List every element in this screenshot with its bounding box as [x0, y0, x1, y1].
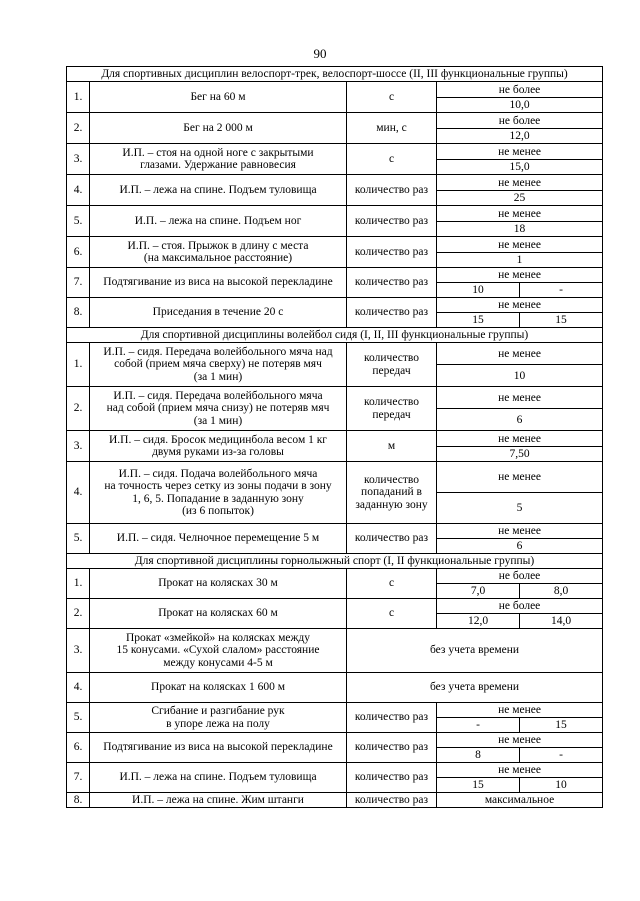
- table-row: [67, 462, 603, 524]
- page-number: 90: [313, 46, 327, 61]
- norm-value: 1: [516, 253, 523, 266]
- table-row: [67, 763, 603, 793]
- value-cell: [437, 733, 603, 763]
- table-row: [67, 237, 603, 268]
- unit-line: количество раз: [354, 214, 429, 227]
- value-table: [437, 462, 602, 523]
- value-cell: максимальное: [437, 793, 603, 808]
- value-header: не менее: [437, 387, 602, 409]
- section-title: Для спортивной дисциплины горнолыжный спорт (I, II функциональные группы): [67, 554, 603, 569]
- unit-line: с: [388, 577, 395, 590]
- value-table: [437, 114, 602, 143]
- unit-line: количество раз: [354, 532, 429, 545]
- unit-line: количество: [364, 473, 419, 486]
- exercise-line: Бег на 60 м: [190, 90, 246, 103]
- merged-value: без учета времени: [347, 629, 603, 673]
- row-number: 2.: [67, 599, 90, 629]
- value-header: не менее: [437, 268, 602, 283]
- norm-value: 18: [513, 222, 526, 235]
- exercise-line: И.П. – сидя. Подача волейбольного мяча: [118, 467, 318, 480]
- row-number: 6.: [67, 733, 90, 763]
- exercise-line: Подтягивание из виса на высокой перекладине: [103, 276, 333, 289]
- norm-value: 25: [513, 191, 526, 204]
- exercise-line: Прокат на колясках 60 м: [158, 607, 278, 620]
- table-row: [67, 524, 603, 554]
- norm-value: 15: [437, 778, 520, 793]
- row-number: 5.: [67, 206, 90, 237]
- exercise-line: 1, 6, 5. Попадание в заданную зону: [132, 492, 304, 505]
- value-cell: [437, 298, 603, 328]
- value-header: не более: [437, 599, 602, 614]
- value-table: [437, 83, 602, 112]
- norm-value: 15: [555, 314, 567, 326]
- value-table: [437, 703, 602, 732]
- value-header: не менее: [437, 703, 602, 718]
- value-table: [437, 387, 602, 430]
- value-cell: [437, 387, 603, 431]
- exercise-description: [90, 569, 347, 599]
- table-row: [67, 703, 603, 733]
- table-row: [67, 206, 603, 237]
- exercise-line: И.П. – стоя. Прыжок в длину с места: [127, 239, 309, 252]
- exercise-line: И.П. – лежа на спине. Подъем туловища: [119, 183, 317, 196]
- table-row: [67, 144, 603, 175]
- exercise-description: [90, 733, 347, 763]
- value-cell: [437, 175, 603, 206]
- value-cell: [437, 524, 603, 554]
- exercise-line: Приседания в течение 20 с: [152, 306, 284, 319]
- table-row: [67, 343, 603, 387]
- exercise-line: над собой (прием мяча снизу) не потеряв мяч: [106, 402, 330, 415]
- value-cell: [437, 268, 603, 298]
- table-row: [67, 431, 603, 462]
- value-table: [437, 238, 602, 267]
- exercise-line: Прокат «змейкой» на колясках между: [125, 631, 311, 644]
- exercise-line: (на максимальное расстояние): [143, 252, 293, 264]
- exercise-description: [90, 82, 347, 113]
- unit-cell: [347, 793, 437, 808]
- exercise-description: [90, 298, 347, 328]
- value-table: [437, 524, 602, 553]
- norm-value: 6: [516, 413, 523, 426]
- unit-cell: [347, 431, 437, 462]
- unit-cell: [347, 268, 437, 298]
- exercise-line: Подтягивание из виса на высокой перекладине: [103, 741, 333, 754]
- unit-cell: [347, 343, 437, 387]
- value-cell: [437, 237, 603, 268]
- table-row: [67, 82, 603, 113]
- exercise-description: [90, 343, 347, 387]
- table-row: [67, 673, 603, 703]
- row-number: 7.: [67, 268, 90, 298]
- section-header: [67, 67, 603, 82]
- unit-cell: [347, 237, 437, 268]
- value-table: [437, 733, 602, 762]
- row-number: 2.: [67, 387, 90, 431]
- standards-table: [66, 66, 603, 808]
- row-number: 3.: [67, 431, 90, 462]
- unit-line: количество: [364, 396, 419, 408]
- section-title: Для спортивных дисциплин велоспорт-трек, велоспорт-шоссе (II, III функциональные группы): [67, 67, 603, 82]
- exercise-description: [90, 524, 347, 554]
- value-header: не менее: [437, 432, 602, 447]
- value-cell: [437, 343, 603, 387]
- exercise-line: двумя руками из-за головы: [152, 446, 284, 458]
- unit-line: с: [388, 152, 395, 165]
- value-header: не менее: [437, 298, 602, 313]
- exercise-description: [90, 175, 347, 206]
- exercise-line: Прокат на колясках 30 м: [158, 577, 278, 590]
- row-number: 3.: [67, 144, 90, 175]
- unit-line: количество раз: [354, 771, 429, 784]
- unit-cell: [347, 175, 437, 206]
- row-number: 1.: [67, 82, 90, 113]
- exercise-description: [90, 113, 347, 144]
- value-header: не более: [437, 569, 602, 584]
- exercise-line: Бег на 2 000 м: [183, 121, 253, 134]
- row-number: 1.: [67, 343, 90, 387]
- exercise-line: Прокат на колясках 1 600 м: [151, 681, 285, 694]
- table-row: [67, 298, 603, 328]
- exercise-description: [90, 673, 347, 703]
- exercise-line: на точность через сетку из зоны подачи в зону: [104, 480, 332, 492]
- exercise-line: между конусами 4-5 м: [163, 656, 273, 669]
- value-header: не менее: [437, 238, 602, 253]
- row-number: 2.: [67, 113, 90, 144]
- value-table: [437, 268, 602, 297]
- value-cell: [437, 144, 603, 175]
- row-number: 4.: [67, 462, 90, 524]
- unit-cell: [347, 462, 437, 524]
- unit-cell: [347, 82, 437, 113]
- value-header: не менее: [437, 145, 602, 160]
- value-cell: [437, 462, 603, 524]
- unit-line: количество раз: [354, 711, 429, 724]
- exercise-description: [90, 387, 347, 431]
- exercise-line: (из 6 попыток): [182, 505, 254, 517]
- unit-cell: [347, 763, 437, 793]
- norm-value: 7,50: [509, 447, 530, 460]
- value-table: [437, 569, 602, 598]
- exercise-line: глазами. Удержание равновесия: [140, 159, 296, 171]
- value-header: не менее: [437, 524, 602, 539]
- unit-line: количество раз: [354, 306, 429, 319]
- unit-line: количество: [364, 352, 419, 364]
- norm-value: 15: [555, 719, 567, 731]
- row-number: 8.: [67, 298, 90, 328]
- norm-value: 10: [513, 369, 526, 382]
- exercise-description: [90, 144, 347, 175]
- unit-cell: [347, 206, 437, 237]
- norm-value: 6: [516, 540, 523, 552]
- unit-line: передач: [372, 364, 411, 377]
- exercise-line: (за 1 мин): [193, 370, 243, 383]
- table-row: [67, 599, 603, 629]
- exercise-line: И.П. – лежа на спине. Подъем ног: [134, 214, 302, 227]
- exercise-description: [90, 206, 347, 237]
- table-row: [67, 733, 603, 763]
- exercise-description: [90, 629, 347, 673]
- value-cell: [437, 113, 603, 144]
- norm-value: 8: [437, 748, 520, 763]
- unit-line: с: [388, 90, 395, 103]
- row-number: 4.: [67, 175, 90, 206]
- exercise-line: И.П. – лежа на спине. Подъем туловища: [119, 771, 317, 784]
- section-header: [67, 554, 603, 569]
- exercise-description: [90, 763, 347, 793]
- value-cell: [437, 569, 603, 599]
- value-cell: [437, 599, 603, 629]
- table-row: [67, 175, 603, 206]
- value-table: [437, 298, 602, 327]
- exercise-line: в упоре лежа на полу: [166, 717, 270, 730]
- norm-value: 15: [437, 313, 520, 328]
- norm-value: 14,0: [550, 615, 572, 627]
- norm-value: 12,0: [509, 129, 530, 142]
- exercise-line: собой (прием мяча сверху) не потеряв мяч: [114, 358, 322, 371]
- unit-line: количество раз: [354, 741, 429, 754]
- unit-line: количество раз: [354, 183, 429, 196]
- unit-line: м: [387, 439, 396, 452]
- exercise-description: [90, 268, 347, 298]
- exercise-description: [90, 462, 347, 524]
- row-number: 6.: [67, 237, 90, 268]
- row-number: 3.: [67, 629, 90, 673]
- norm-value: -: [559, 284, 563, 296]
- value-header: не менее: [437, 176, 602, 191]
- section-title: Для спортивной дисциплины волейбол сидя (I, II, III функциональные группы): [67, 328, 603, 343]
- value-header: не менее: [437, 733, 602, 748]
- exercise-line: И.П. – стоя на одной ноге с закрытыми: [122, 146, 314, 159]
- value-table: [437, 343, 602, 386]
- unit-cell: [347, 599, 437, 629]
- unit-line: количество раз: [354, 793, 429, 806]
- table-row: [67, 629, 603, 673]
- exercise-line: И.П. – лежа на спине. Жим штанги: [132, 793, 304, 806]
- value-table: [437, 145, 602, 174]
- unit-cell: [347, 524, 437, 554]
- value-cell: [437, 206, 603, 237]
- exercise-line: Сгибание и разгибание рук: [151, 705, 285, 717]
- exercise-description: [90, 599, 347, 629]
- unit-line: с: [388, 607, 395, 620]
- unit-cell: [347, 144, 437, 175]
- unit-cell: [347, 387, 437, 431]
- exercise-line: (за 1 мин): [193, 414, 243, 427]
- unit-cell: [347, 703, 437, 733]
- norm-value: -: [559, 749, 563, 761]
- unit-line: количество раз: [354, 245, 429, 258]
- exercise-description: [90, 793, 347, 808]
- exercise-description: [90, 237, 347, 268]
- row-number: 7.: [67, 763, 90, 793]
- value-header: не более: [437, 114, 602, 129]
- norm-value: 15,0: [509, 160, 530, 173]
- value-header: не менее: [437, 343, 602, 365]
- unit-line: заданную зону: [355, 498, 428, 511]
- table-row: [67, 113, 603, 144]
- exercise-line: И.П. – сидя. Челночное перемещение 5 м: [116, 532, 320, 545]
- value-cell: [437, 431, 603, 462]
- exercise-line: И.П. – сидя. Бросок медицинбола весом 1 кг: [108, 433, 328, 446]
- norm-value: 10: [555, 779, 567, 791]
- section-header: [67, 328, 603, 343]
- norm-value: -: [437, 718, 520, 733]
- value-cell: [437, 82, 603, 113]
- value-header: не менее: [437, 763, 602, 778]
- value-header: не более: [437, 83, 602, 98]
- exercise-line: 15 конусами. «Сухой слалом» расстояние: [116, 644, 320, 657]
- value-table: [437, 763, 602, 792]
- value-table: [437, 207, 602, 236]
- norm-value: 7,0: [437, 584, 520, 599]
- row-number: 4.: [67, 673, 90, 703]
- norm-value: 10,0: [509, 98, 530, 111]
- exercise-line: И.П. – сидя. Передача волейбольного мяча над: [103, 345, 333, 358]
- value-table: [437, 176, 602, 205]
- unit-cell: [347, 298, 437, 328]
- unit-cell: [347, 733, 437, 763]
- exercise-line: И.П. – сидя. Передача волейбольного мяча: [113, 389, 323, 402]
- table-row: [67, 387, 603, 431]
- unit-line: мин, с: [376, 121, 407, 134]
- unit-line: передач: [372, 408, 411, 421]
- unit-cell: [347, 569, 437, 599]
- norm-value: 10: [437, 283, 520, 298]
- value-header: не менее: [437, 207, 602, 222]
- unit-line: попаданий в: [361, 486, 422, 499]
- merged-value: без учета времени: [347, 673, 603, 703]
- norm-value: 5: [516, 502, 523, 514]
- value-cell: [437, 703, 603, 733]
- table-row: [67, 268, 603, 298]
- norm-value: 8,0: [553, 585, 569, 597]
- value-header: не менее: [437, 462, 602, 493]
- row-number: 5.: [67, 524, 90, 554]
- value-cell: [437, 763, 603, 793]
- value-table: [437, 599, 602, 628]
- table-row: [67, 569, 603, 599]
- exercise-description: [90, 431, 347, 462]
- table-row: [67, 793, 603, 808]
- row-number: 8.: [67, 793, 90, 808]
- value-table: [437, 432, 602, 461]
- unit-line: количество раз: [354, 276, 429, 289]
- unit-cell: [347, 113, 437, 144]
- norm-value: 12,0: [437, 614, 520, 629]
- row-number: 1.: [67, 569, 90, 599]
- exercise-description: [90, 703, 347, 733]
- row-number: 5.: [67, 703, 90, 733]
